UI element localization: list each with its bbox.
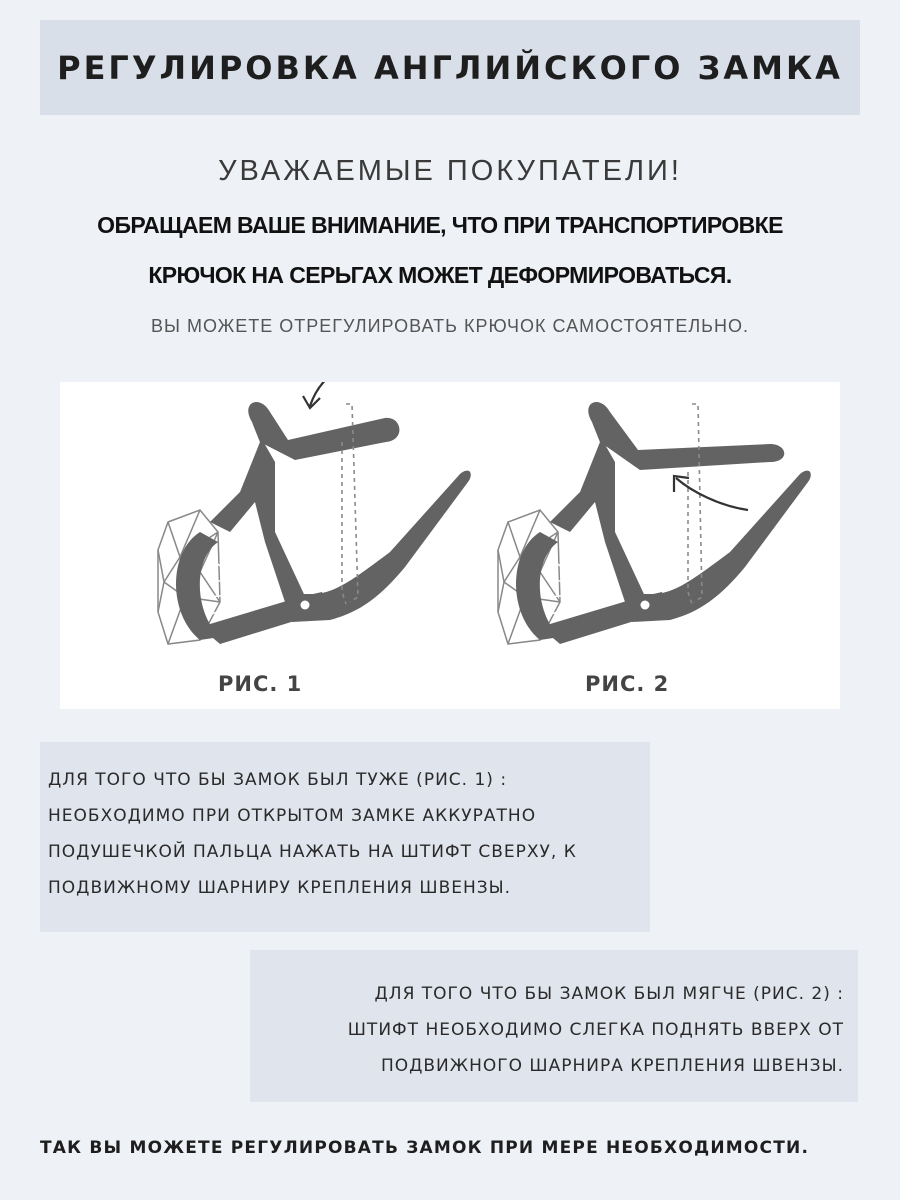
fig2-pin-outline — [688, 404, 702, 604]
fig1-hinge-hole — [301, 601, 310, 610]
tighter-line-4: ПОДВИЖНОМУ ШАРНИРУ КРЕПЛЕНИЯ ШВЕНЗЫ. — [48, 878, 512, 898]
tighter-line-3: ПОДУШЕЧКОЙ ПАЛЬЦА НАЖАТЬ НА ШТИФТ СВЕРХУ, К — [48, 842, 577, 862]
tighter-line-2: НЕОБХОДИМО ПРИ ОТКРЫТОМ ЗАМКЕ АККУРАТНО — [48, 806, 537, 826]
softer-line-3: ПОДВИЖНОГО ШАРНИРА КРЕПЛЕНИЯ ШВЕНЗЫ. — [380, 1056, 844, 1076]
softer-line-2: ШТИФТ НЕОБХОДИМО СЛЕГКА ПОДНЯТЬ ВВЕРХ ОТ — [347, 1020, 844, 1040]
softer-line-1: ДЛЯ ТОГО ЧТО БЫ ЗАМОК БЫЛ МЯГЧЕ (РИС. 2) : — [374, 984, 844, 1004]
fig1-earring-illustration — [158, 382, 471, 644]
tighter-instructions-box — [40, 742, 650, 932]
fig1-label: РИС. 1 — [218, 672, 303, 696]
self-adjust-note: ВЫ МОЖЕТЕ ОТРЕГУЛИРОВАТЬ КРЮЧОК САМОСТОЯТЕЛЬНО. — [151, 316, 749, 336]
warning-line-2: КРЮЧОК НА СЕРЬГАХ МОЖЕТ ДЕФОРМИРОВАТЬСЯ. — [148, 262, 732, 288]
footer-note: ТАК ВЫ МОЖЕТЕ РЕГУЛИРОВАТЬ ЗАМОК ПРИ МЕРЕ НЕОБХОДИМОСТИ. — [40, 1138, 810, 1158]
fig2-hinge-hole — [641, 601, 650, 610]
fig2-clasp-body — [516, 402, 811, 644]
clasp-illustrations — [60, 382, 840, 709]
fig1-press-arrow-icon — [303, 382, 360, 408]
fig2-earring-illustration — [498, 402, 811, 644]
fig2-label: РИС. 2 — [585, 672, 670, 696]
title-banner — [40, 20, 860, 115]
fig2-lift-arrow-icon — [674, 476, 748, 510]
warning-line-1: ОБРАЩАЕМ ВАШЕ ВНИМАНИЕ, ЧТО ПРИ ТРАНСПОРТИРОВКЕ — [97, 212, 783, 238]
fig1-clasp-body — [176, 402, 471, 644]
tighter-line-1: ДЛЯ ТОГО ЧТО БЫ ЗАМОК БЫЛ ТУЖЕ (РИС. 1) : — [48, 770, 508, 790]
figure-panel — [60, 382, 840, 709]
page-title: РЕГУЛИРОВКА АНГЛИЙСКОГО ЗАМКА — [57, 48, 843, 87]
softer-instructions-box — [250, 950, 858, 1102]
greeting-text: УВАЖАЕМЫЕ ПОКУПАТЕЛИ! — [218, 155, 682, 187]
